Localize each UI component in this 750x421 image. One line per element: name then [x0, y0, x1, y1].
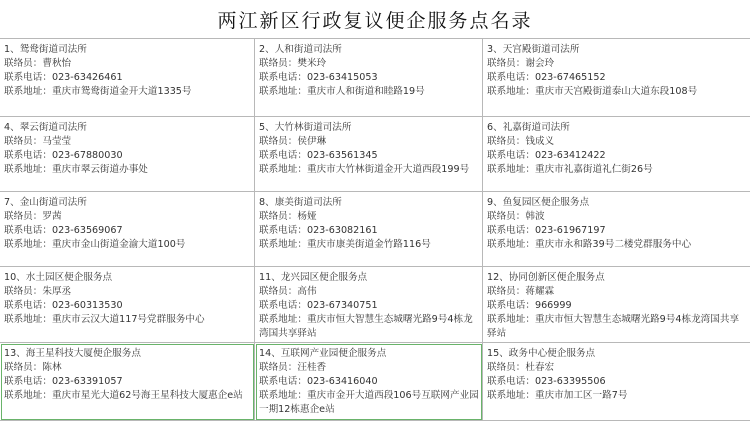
phone-label: 联系电话： — [487, 376, 535, 387]
contact-person: 罗茜 — [42, 211, 62, 222]
service-point-name: 14、互联网产业园便企服务点 — [259, 348, 387, 359]
phone-number: 023-63569067 — [51, 225, 123, 236]
address-row — [4, 389, 251, 403]
service-point-name: 6、礼嘉街道司法所 — [487, 122, 570, 133]
address-text: 重庆市天宫殿街道泰山大道东段108号 — [534, 86, 698, 97]
contact-row — [487, 210, 747, 224]
phone-number: 023-63561345 — [306, 150, 378, 161]
address-label: 联系地址： — [4, 314, 52, 325]
phone-row — [4, 224, 251, 238]
service-point-cell — [255, 117, 483, 192]
address-row — [259, 238, 479, 252]
service-point-cell — [483, 39, 750, 117]
contact-label: 联络员： — [487, 211, 526, 222]
contact-row — [259, 361, 479, 375]
service-point-cell — [0, 192, 255, 267]
address-text: 重庆市金开大道西段106号互联网产业园一期12栋惠企e站 — [259, 390, 479, 415]
contact-row — [4, 135, 251, 149]
address-label: 联系地址： — [4, 239, 52, 250]
address-text: 重庆市星光大道62号海王星科技大厦惠企e站 — [51, 390, 243, 401]
contact-label: 联络员： — [259, 362, 298, 373]
phone-label: 联系电话： — [4, 72, 52, 83]
address-row — [487, 163, 747, 177]
phone-label: 联系电话： — [487, 225, 535, 236]
phone-label: 联系电话： — [4, 225, 52, 236]
address-label: 联系地址： — [487, 314, 535, 325]
service-point-cell — [483, 267, 750, 343]
service-point-cell — [0, 267, 255, 343]
phone-label: 联系电话： — [259, 376, 307, 387]
address-row — [487, 389, 747, 403]
phone-row — [259, 224, 479, 238]
address-text: 重庆市云汉大道117号党群服务中心 — [51, 314, 205, 325]
phone-label: 联系电话： — [487, 150, 535, 161]
phone-label: 联系电话： — [4, 300, 52, 311]
address-row — [259, 389, 479, 417]
contact-row — [259, 210, 479, 224]
address-label: 联系地址： — [4, 390, 52, 401]
phone-row — [4, 375, 251, 389]
address-label: 联系地址： — [259, 164, 307, 175]
address-label: 联系地址： — [4, 164, 52, 175]
address-text: 重庆市人和街道和睦路19号 — [306, 86, 425, 97]
contact-label: 联络员： — [259, 211, 298, 222]
contact-person: 蒋耀霖 — [525, 286, 555, 297]
phone-row — [259, 299, 479, 313]
phone-row — [259, 71, 479, 85]
contact-person: 陈林 — [42, 362, 62, 373]
service-point-cell — [483, 343, 750, 421]
contact-row — [487, 285, 747, 299]
phone-number: 023-67880030 — [51, 150, 123, 161]
address-label: 联系地址： — [259, 314, 307, 325]
address-row — [487, 313, 747, 341]
address-text: 重庆市礼嘉街道礼仁街26号 — [534, 164, 653, 175]
address-row — [4, 238, 251, 252]
phone-number: 023-63416040 — [306, 376, 378, 387]
phone-number: 023-63412422 — [534, 150, 606, 161]
contact-person: 杨娅 — [297, 211, 317, 222]
service-point-name: 4、翠云街道司法所 — [4, 122, 87, 133]
contact-row — [259, 135, 479, 149]
phone-label: 联系电话： — [487, 300, 535, 311]
service-point-cell — [255, 343, 483, 421]
phone-label: 联系电话： — [259, 225, 307, 236]
service-point-cell — [483, 192, 750, 267]
phone-label: 联系电话： — [487, 72, 535, 83]
address-text: 重庆市永和路39号二楼党群服务中心 — [534, 239, 692, 250]
address-label: 联系地址： — [259, 390, 307, 401]
address-label: 联系地址： — [487, 239, 535, 250]
service-point-cell — [255, 267, 483, 343]
address-text: 重庆市恒大智慧生态城曙光路9号4栋龙湾国共享驿站 — [259, 314, 473, 339]
address-text: 重庆市恒大智慧生态城曙光路9号4栋龙湾国共享驿站 — [487, 314, 740, 339]
address-text: 重庆市鸳鸯街道金开大道1335号 — [51, 86, 192, 97]
phone-number: 023-63415053 — [306, 72, 378, 83]
service-point-table — [0, 38, 750, 420]
service-point-cell — [255, 192, 483, 267]
contact-label: 联络员： — [4, 362, 43, 373]
contact-row — [4, 57, 251, 71]
address-text: 重庆市金山街道金渝大道100号 — [51, 239, 186, 250]
contact-person: 樊米玲 — [297, 58, 327, 69]
contact-row — [259, 285, 479, 299]
address-text: 重庆市翠云街道办事处 — [51, 164, 148, 175]
address-row — [487, 85, 747, 99]
contact-label: 联络员： — [259, 58, 298, 69]
address-row — [259, 85, 479, 99]
contact-person: 马莹莹 — [42, 136, 72, 147]
contact-row — [487, 135, 747, 149]
phone-label: 联系电话： — [259, 300, 307, 311]
phone-row — [487, 71, 747, 85]
phone-number: 023-63082161 — [306, 225, 378, 236]
service-point-name: 13、海王星科技大厦便企服务点 — [4, 348, 141, 359]
address-label: 联系地址： — [487, 86, 535, 97]
service-point-cell — [0, 343, 255, 421]
contact-label: 联络员： — [259, 136, 298, 147]
address-text: 重庆市大竹林街道金开大道西段199号 — [306, 164, 470, 175]
phone-row — [487, 299, 747, 313]
phone-number: 966999 — [534, 300, 572, 311]
service-point-name: 11、龙兴园区便企服务点 — [259, 272, 368, 283]
address-row — [259, 163, 479, 177]
service-point-name: 12、协同创新区便企服务点 — [487, 272, 605, 283]
contact-person: 汪桂香 — [297, 362, 327, 373]
contact-person: 朱厚丞 — [42, 286, 72, 297]
service-point-cell — [0, 39, 255, 117]
contact-row — [4, 210, 251, 224]
phone-number: 023-61967197 — [534, 225, 606, 236]
address-label: 联系地址： — [259, 86, 307, 97]
page-title: 两江新区行政复议便企服务点名录 — [217, 10, 533, 32]
service-point-name: 9、鱼复园区便企服务点 — [487, 197, 590, 208]
phone-row — [259, 375, 479, 389]
phone-label: 联系电话： — [259, 72, 307, 83]
service-point-name: 5、大竹林街道司法所 — [259, 122, 352, 133]
contact-label: 联络员： — [487, 286, 526, 297]
phone-number: 023-60313530 — [51, 300, 123, 311]
service-point-name: 2、人和街道司法所 — [259, 44, 342, 55]
phone-row — [4, 71, 251, 85]
contact-row — [259, 57, 479, 71]
phone-row — [259, 149, 479, 163]
contact-label: 联络员： — [487, 362, 526, 373]
contact-person: 韩波 — [525, 211, 545, 222]
contact-label: 联络员： — [4, 286, 43, 297]
phone-row — [4, 299, 251, 313]
contact-person: 侯伊琳 — [297, 136, 327, 147]
phone-row — [487, 375, 747, 389]
contact-person: 曹秋怡 — [42, 58, 72, 69]
phone-label: 联系电话： — [4, 376, 52, 387]
address-label: 联系地址： — [487, 164, 535, 175]
address-row — [4, 163, 251, 177]
phone-label: 联系电话： — [259, 150, 307, 161]
contact-person: 钱成义 — [525, 136, 555, 147]
phone-label: 联系电话： — [4, 150, 52, 161]
contact-row — [4, 285, 251, 299]
phone-number: 023-67340751 — [306, 300, 378, 311]
service-point-name: 3、天宫殿街道司法所 — [487, 44, 580, 55]
service-point-cell — [483, 117, 750, 192]
contact-label: 联络员： — [487, 136, 526, 147]
contact-label: 联络员： — [4, 58, 43, 69]
contact-row — [487, 57, 747, 71]
address-row — [259, 313, 479, 341]
contact-person: 杜春宏 — [525, 362, 555, 373]
address-row — [4, 85, 251, 99]
contact-person: 谢会玲 — [525, 58, 555, 69]
phone-number: 023-63426461 — [51, 72, 123, 83]
contact-row — [4, 361, 251, 375]
service-point-name: 1、鸳鸯街道司法所 — [4, 44, 87, 55]
phone-number: 023-67465152 — [534, 72, 606, 83]
address-text: 重庆市加工区一路7号 — [534, 390, 628, 401]
phone-row — [487, 224, 747, 238]
phone-row — [4, 149, 251, 163]
service-point-name: 15、政务中心便企服务点 — [487, 348, 596, 359]
phone-number: 023-63391057 — [51, 376, 123, 387]
contact-label: 联络员： — [259, 286, 298, 297]
service-point-name: 7、金山街道司法所 — [4, 197, 87, 208]
address-row — [4, 313, 251, 327]
service-point-cell — [0, 117, 255, 192]
service-point-name: 8、康美街道司法所 — [259, 197, 342, 208]
contact-label: 联络员： — [487, 58, 526, 69]
contact-person: 高伟 — [297, 286, 317, 297]
contact-label: 联络员： — [4, 136, 43, 147]
phone-row — [487, 149, 747, 163]
address-label: 联系地址： — [259, 239, 307, 250]
service-point-name: 10、水土园区便企服务点 — [4, 272, 113, 283]
phone-number: 023-63395506 — [534, 376, 606, 387]
contact-row — [487, 361, 747, 375]
address-label: 联系地址： — [4, 86, 52, 97]
service-point-cell — [255, 39, 483, 117]
address-label: 联系地址： — [487, 390, 535, 401]
address-text: 重庆市康美街道金竹路116号 — [306, 239, 431, 250]
address-row — [487, 238, 747, 252]
contact-label: 联络员： — [4, 211, 43, 222]
